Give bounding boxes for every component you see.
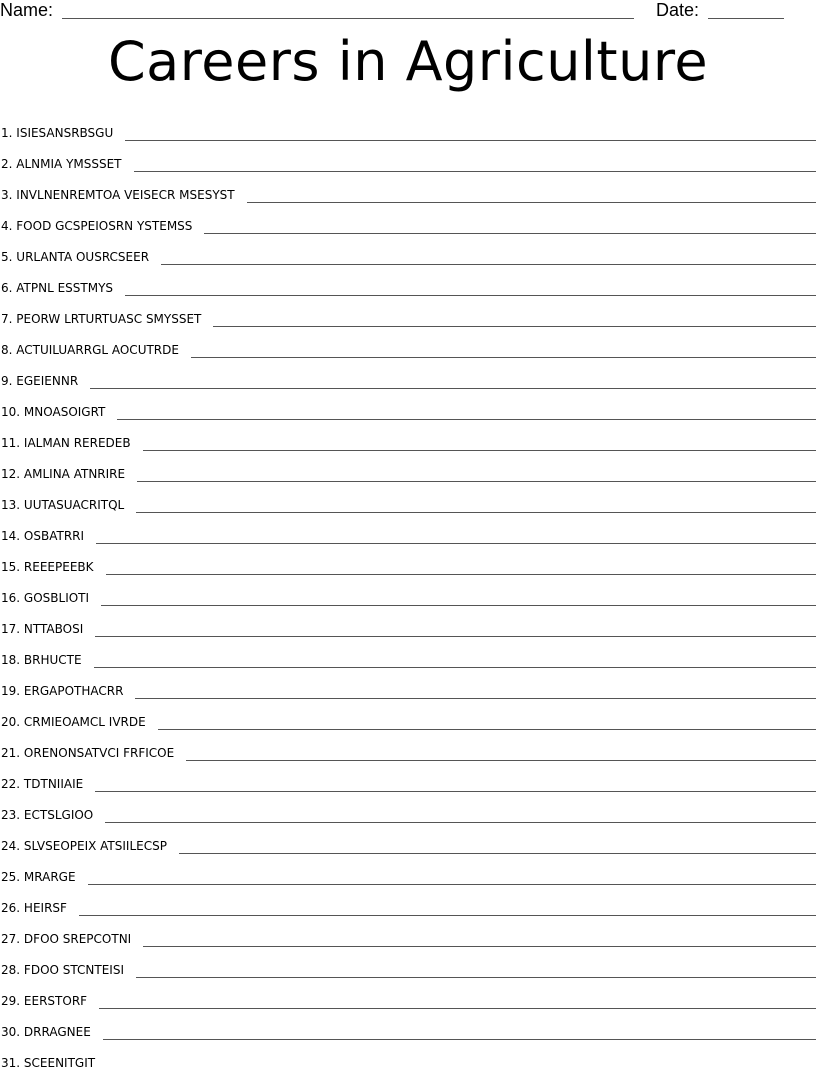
item-number: 27. [1, 932, 21, 946]
list-item [0, 544, 816, 575]
scrambled-letters: ALNMIA YMSSSET [16, 157, 122, 171]
list-item [0, 1009, 816, 1040]
scrambled-word [0, 839, 167, 854]
answer-line[interactable] [135, 698, 816, 699]
scrambled-letters: AMLINA ATNRIRE [23, 467, 126, 481]
scrambled-letters: REEEPEEBK [23, 560, 94, 574]
scrambled-word [0, 653, 82, 668]
scrambled-letters: SLVSEOPEIX ATSIILECSP [23, 839, 167, 853]
scrambled-word [0, 901, 67, 916]
scrambled-letters: MRARGE [23, 870, 76, 884]
item-number: 31. [1, 1056, 21, 1070]
scrambled-letters: OSBATRRI [23, 529, 85, 543]
answer-line[interactable] [88, 884, 816, 885]
item-number: 3. [1, 188, 13, 202]
answer-line[interactable] [136, 512, 816, 513]
list-item [0, 327, 816, 358]
scrambled-word [0, 591, 89, 606]
answer-line[interactable] [117, 419, 816, 420]
list-item [0, 420, 816, 451]
scrambled-letters: FDOO STCNTEISI [23, 963, 124, 977]
scrambled-word [0, 1056, 95, 1071]
list-item [0, 761, 816, 792]
item-number: 8. [1, 343, 13, 357]
scrambled-word [0, 405, 105, 420]
item-number: 18. [1, 653, 21, 667]
scrambled-word [0, 374, 78, 389]
answer-line[interactable] [90, 388, 816, 389]
answer-line[interactable] [186, 760, 816, 761]
answer-line[interactable] [105, 822, 816, 823]
answer-line[interactable] [158, 729, 816, 730]
scrambled-word [0, 250, 149, 265]
answer-line[interactable] [137, 481, 816, 482]
answer-line[interactable] [106, 574, 816, 575]
scrambled-word [0, 436, 131, 451]
answer-line[interactable] [125, 295, 816, 296]
list-item [0, 203, 816, 234]
item-number: 25. [1, 870, 21, 884]
scrambled-letters: ISIESANSRBSGU [16, 126, 114, 140]
scrambled-word [0, 560, 94, 575]
item-number: 13. [1, 498, 21, 512]
answer-line[interactable] [247, 202, 816, 203]
scrambled-letters: ECTSLGIOO [23, 808, 94, 822]
name-label: Name: [0, 0, 54, 20]
answer-line[interactable] [179, 853, 816, 854]
item-number: 26. [1, 901, 21, 915]
scrambled-letters: PEORW LRTURTUASC SMYSSET [16, 312, 202, 326]
item-number: 12. [1, 467, 21, 481]
list-item [0, 668, 816, 699]
scrambled-word [0, 529, 84, 544]
scrambled-letters: DFOO SREPCOTNI [23, 932, 132, 946]
answer-line[interactable] [161, 264, 816, 265]
answer-line[interactable] [143, 450, 816, 451]
scrambled-letters: ACTUILUARRGL AOCUTRDE [16, 343, 179, 357]
word-scramble-list [0, 110, 816, 1071]
item-number: 14. [1, 529, 21, 543]
scrambled-word [0, 281, 113, 296]
scrambled-word [0, 746, 174, 761]
list-item [0, 575, 816, 606]
scrambled-word [0, 498, 124, 513]
item-number: 5. [1, 250, 13, 264]
item-number: 2. [1, 157, 13, 171]
scrambled-letters: FOOD GCSPEIOSRN YSTEMSS [16, 219, 193, 233]
date-label: Date: [656, 0, 700, 20]
scrambled-word [0, 994, 87, 1009]
scrambled-word [0, 932, 131, 947]
item-number: 4. [1, 219, 13, 233]
answer-line[interactable] [103, 1039, 816, 1040]
list-item [0, 730, 816, 761]
item-number: 10. [1, 405, 21, 419]
scrambled-word [0, 219, 192, 234]
scrambled-word [0, 157, 122, 172]
scrambled-word [0, 312, 201, 327]
list-item [0, 916, 816, 947]
list-item [0, 947, 816, 978]
item-number: 1. [1, 126, 13, 140]
list-item [0, 296, 816, 327]
item-number: 22. [1, 777, 21, 791]
answer-line[interactable] [96, 543, 816, 544]
answer-line[interactable] [213, 326, 816, 327]
answer-line[interactable] [136, 977, 816, 978]
answer-line[interactable] [204, 233, 816, 234]
list-item [0, 885, 816, 916]
scrambled-letters: CRMIEOAMCL IVRDE [23, 715, 146, 729]
scrambled-word [0, 1025, 91, 1040]
item-number: 21. [1, 746, 21, 760]
list-item [0, 513, 816, 544]
list-item [0, 699, 816, 730]
item-number: 6. [1, 281, 13, 295]
list-item [0, 854, 816, 885]
answer-line[interactable] [79, 915, 816, 916]
scrambled-word [0, 715, 146, 730]
scrambled-letters: MNOASOIGRT [23, 405, 106, 419]
scrambled-word [0, 777, 83, 792]
list-item [0, 792, 816, 823]
scrambled-letters: ATPNL ESSTMYS [16, 281, 114, 295]
item-number: 20. [1, 715, 21, 729]
item-number: 17. [1, 622, 21, 636]
scrambled-word [0, 188, 235, 203]
list-item [0, 389, 816, 420]
list-item [0, 358, 816, 389]
item-number: 7. [1, 312, 13, 326]
item-number: 28. [1, 963, 21, 977]
list-item [0, 172, 816, 203]
scrambled-letters: EERSTORF [23, 994, 88, 1008]
scrambled-letters: ERGAPOTHACRR [23, 684, 124, 698]
item-number: 15. [1, 560, 21, 574]
answer-line[interactable] [94, 667, 816, 668]
answer-line[interactable] [101, 605, 816, 606]
scrambled-letters: HEIRSF [23, 901, 67, 915]
scrambled-letters: GOSBLIOTI [23, 591, 90, 605]
scrambled-word [0, 963, 124, 978]
scrambled-letters: URLANTA OUSRCSEER [16, 250, 150, 264]
scrambled-letters: TDTNIIAIE [23, 777, 84, 791]
scrambled-letters: UUTASUACRITQL [23, 498, 125, 512]
list-item [0, 606, 816, 637]
item-number: 11. [1, 436, 21, 450]
answer-line[interactable] [125, 140, 816, 141]
list-item [0, 978, 816, 1009]
scrambled-word [0, 343, 179, 358]
item-number: 16. [1, 591, 21, 605]
scrambled-word [0, 622, 83, 637]
scrambled-letters: ORENONSATVCI FRFICOE [23, 746, 175, 760]
list-item [0, 823, 816, 854]
list-item [0, 482, 816, 513]
answer-line[interactable] [95, 791, 816, 792]
scrambled-word [0, 684, 123, 699]
list-item [0, 141, 816, 172]
scrambled-letters: INVLNENREMTOA VEISECR MSESYST [16, 188, 235, 202]
answer-line[interactable] [143, 946, 816, 947]
scrambled-letters: DRRAGNEE [23, 1025, 91, 1039]
answer-line[interactable] [134, 171, 816, 172]
scrambled-word [0, 126, 113, 141]
item-number: 30. [1, 1025, 21, 1039]
scrambled-letters: BRHUCTE [23, 653, 82, 667]
worksheet-header [0, 0, 816, 22]
item-number: 9. [1, 374, 13, 388]
scrambled-word [0, 870, 76, 885]
answer-line[interactable] [191, 357, 816, 358]
list-item [0, 451, 816, 482]
answer-line[interactable] [99, 1008, 816, 1009]
scrambled-word [0, 467, 125, 482]
answer-line[interactable] [95, 636, 816, 637]
item-number: 24. [1, 839, 21, 853]
scrambled-word [0, 808, 93, 823]
scrambled-letters: SCEENITGIT [23, 1056, 96, 1070]
date-blank-line [708, 18, 784, 19]
item-number: 23. [1, 808, 21, 822]
scrambled-letters: NTTABOSI [23, 622, 84, 636]
list-item [0, 110, 816, 141]
page-title: Careers in Agriculture [107, 30, 709, 93]
name-blank-line [62, 18, 634, 19]
list-item [0, 265, 816, 296]
list-item [0, 234, 816, 265]
item-number: 19. [1, 684, 21, 698]
scrambled-letters: IALMAN REREDEB [23, 436, 131, 450]
item-number: 29. [1, 994, 21, 1008]
scrambled-letters: EGEIENNR [16, 374, 79, 388]
list-item [0, 637, 816, 668]
